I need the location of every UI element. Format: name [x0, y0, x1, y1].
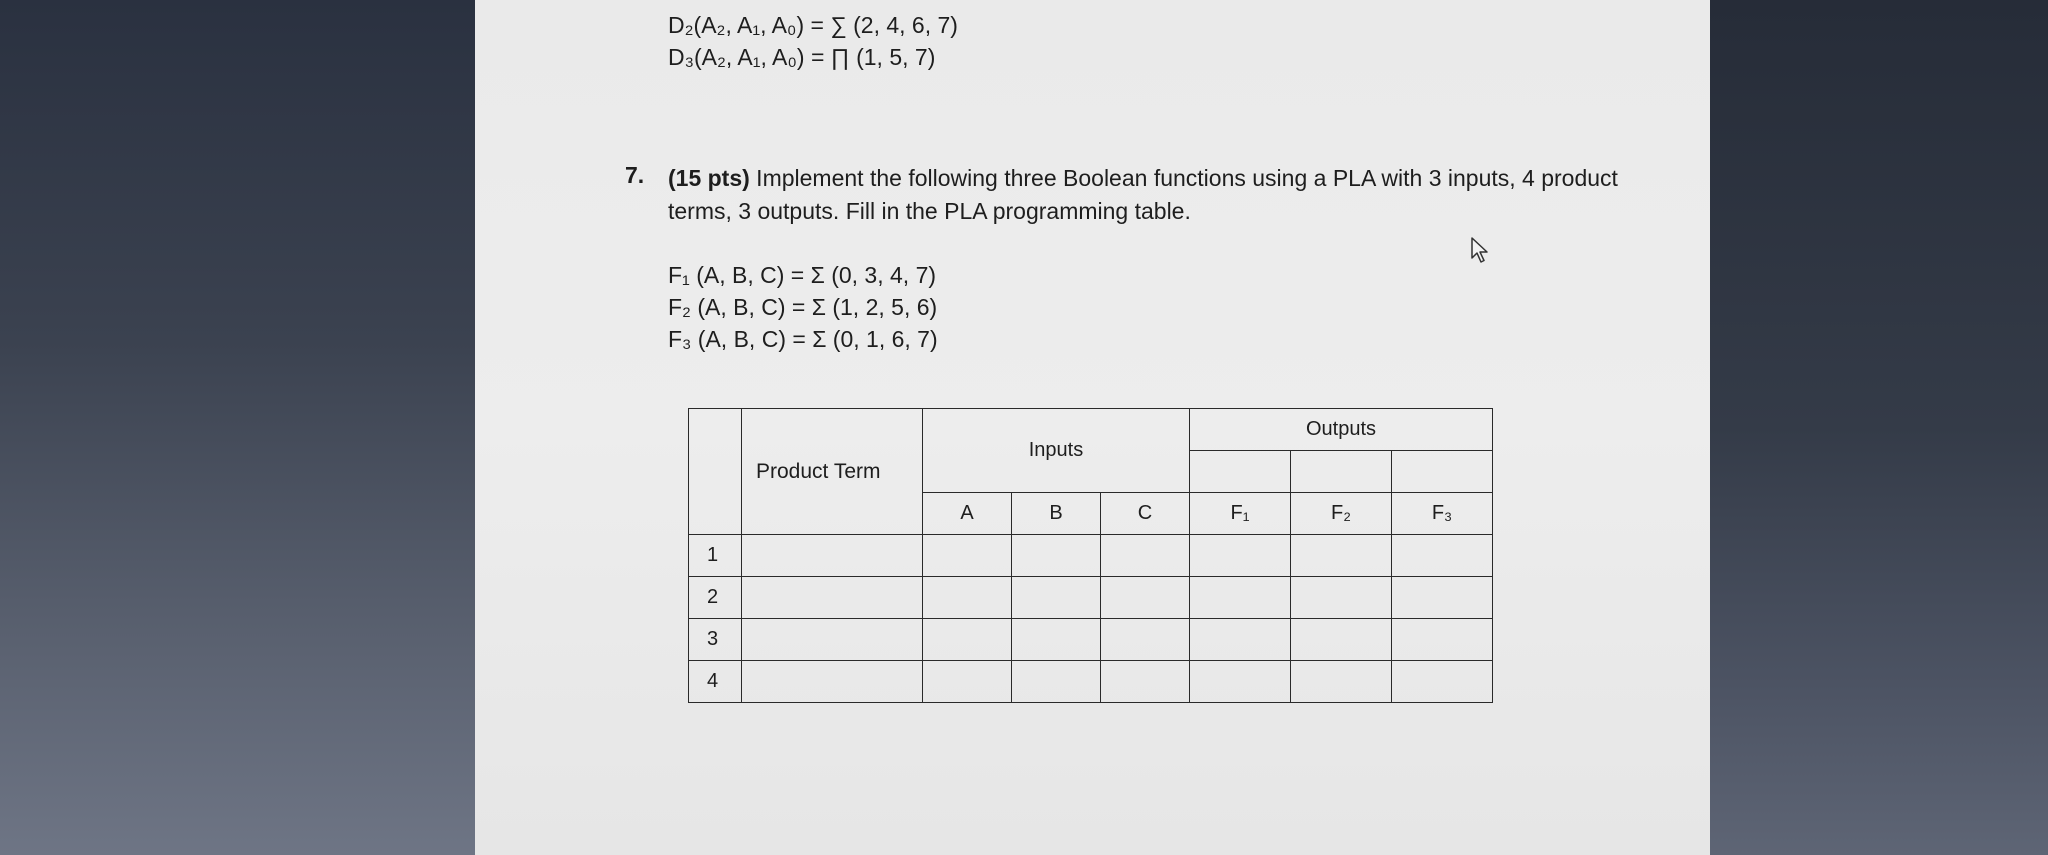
table-row: [689, 577, 1493, 619]
input-cell-c[interactable]: [1101, 535, 1190, 577]
question-body: Implement the following three Boolean functions using a PLA with 3 inputs, 4 product terms, 3 outputs. Fill in the PLA programming table.: [668, 165, 1618, 224]
product-term-cell[interactable]: [742, 661, 923, 703]
product-term-cell[interactable]: [742, 535, 923, 577]
mouse-pointer-icon: [1470, 236, 1492, 264]
column-header-f1: F₁: [1190, 493, 1291, 535]
output-cell-f2[interactable]: [1291, 619, 1392, 661]
product-term-cell[interactable]: [742, 577, 923, 619]
function-f1: F₁ (A, B, C) = Σ (0, 3, 4, 7): [668, 262, 937, 288]
output-cell-f2[interactable]: [1291, 577, 1392, 619]
input-cell-b[interactable]: [1012, 535, 1101, 577]
input-cell-c[interactable]: [1101, 619, 1190, 661]
monitor-bezel-right: [1710, 0, 2048, 855]
outputs-blank-cell: [1190, 451, 1291, 493]
header-equation-d2: D₂(A₂, A₁, A₀) = ∑ (2, 4, 6, 7): [668, 12, 958, 38]
column-header-b: B: [1012, 493, 1101, 535]
outputs-blank-cell: [1291, 451, 1392, 493]
column-header-c: C: [1101, 493, 1190, 535]
question-text: [668, 162, 1618, 228]
input-cell-b[interactable]: [1012, 661, 1101, 703]
function-f3: F₃ (A, B, C) = Σ (0, 1, 6, 7): [668, 326, 938, 352]
output-cell-f3[interactable]: [1392, 577, 1493, 619]
output-cell-f2[interactable]: [1291, 661, 1392, 703]
column-header-f3: F₃: [1392, 493, 1493, 535]
product-term-cell[interactable]: [742, 619, 923, 661]
monitor-bezel-left: [0, 0, 475, 855]
pla-programming-table: [688, 408, 1493, 703]
question-points: (15 pts): [668, 165, 750, 191]
input-cell-c[interactable]: [1101, 661, 1190, 703]
header-equation-d3: D₃(A₂, A₁, A₀) = ∏ (1, 5, 7): [668, 44, 936, 70]
table-row: [689, 661, 1493, 703]
input-cell-c[interactable]: [1101, 577, 1190, 619]
function-f2: F₂ (A, B, C) = Σ (1, 2, 5, 6): [668, 294, 938, 320]
output-cell-f2[interactable]: [1291, 535, 1392, 577]
input-cell-a[interactable]: [923, 535, 1012, 577]
output-cell-f1[interactable]: [1190, 535, 1291, 577]
row-number: 1: [689, 535, 742, 577]
outputs-blank-cell: [1392, 451, 1493, 493]
outputs-header: Outputs: [1190, 409, 1493, 451]
row-number: 2: [689, 577, 742, 619]
product-term-header: Product Term: [742, 409, 923, 535]
corner-cell: [689, 409, 742, 535]
input-cell-b[interactable]: [1012, 577, 1101, 619]
column-header-f2: F₂: [1291, 493, 1392, 535]
input-cell-a[interactable]: [923, 619, 1012, 661]
output-cell-f3[interactable]: [1392, 661, 1493, 703]
input-cell-b[interactable]: [1012, 619, 1101, 661]
table-row: [689, 535, 1493, 577]
output-cell-f3[interactable]: [1392, 619, 1493, 661]
row-number: 3: [689, 619, 742, 661]
output-cell-f1[interactable]: [1190, 661, 1291, 703]
row-number: 4: [689, 661, 742, 703]
input-cell-a[interactable]: [923, 661, 1012, 703]
column-header-a: A: [923, 493, 1012, 535]
inputs-header: Inputs: [923, 409, 1190, 493]
input-cell-a[interactable]: [923, 577, 1012, 619]
output-cell-f3[interactable]: [1392, 535, 1493, 577]
output-cell-f1[interactable]: [1190, 619, 1291, 661]
question-number: 7.: [625, 162, 645, 188]
table-row: [689, 619, 1493, 661]
document-page: [475, 0, 1710, 855]
output-cell-f1[interactable]: [1190, 577, 1291, 619]
